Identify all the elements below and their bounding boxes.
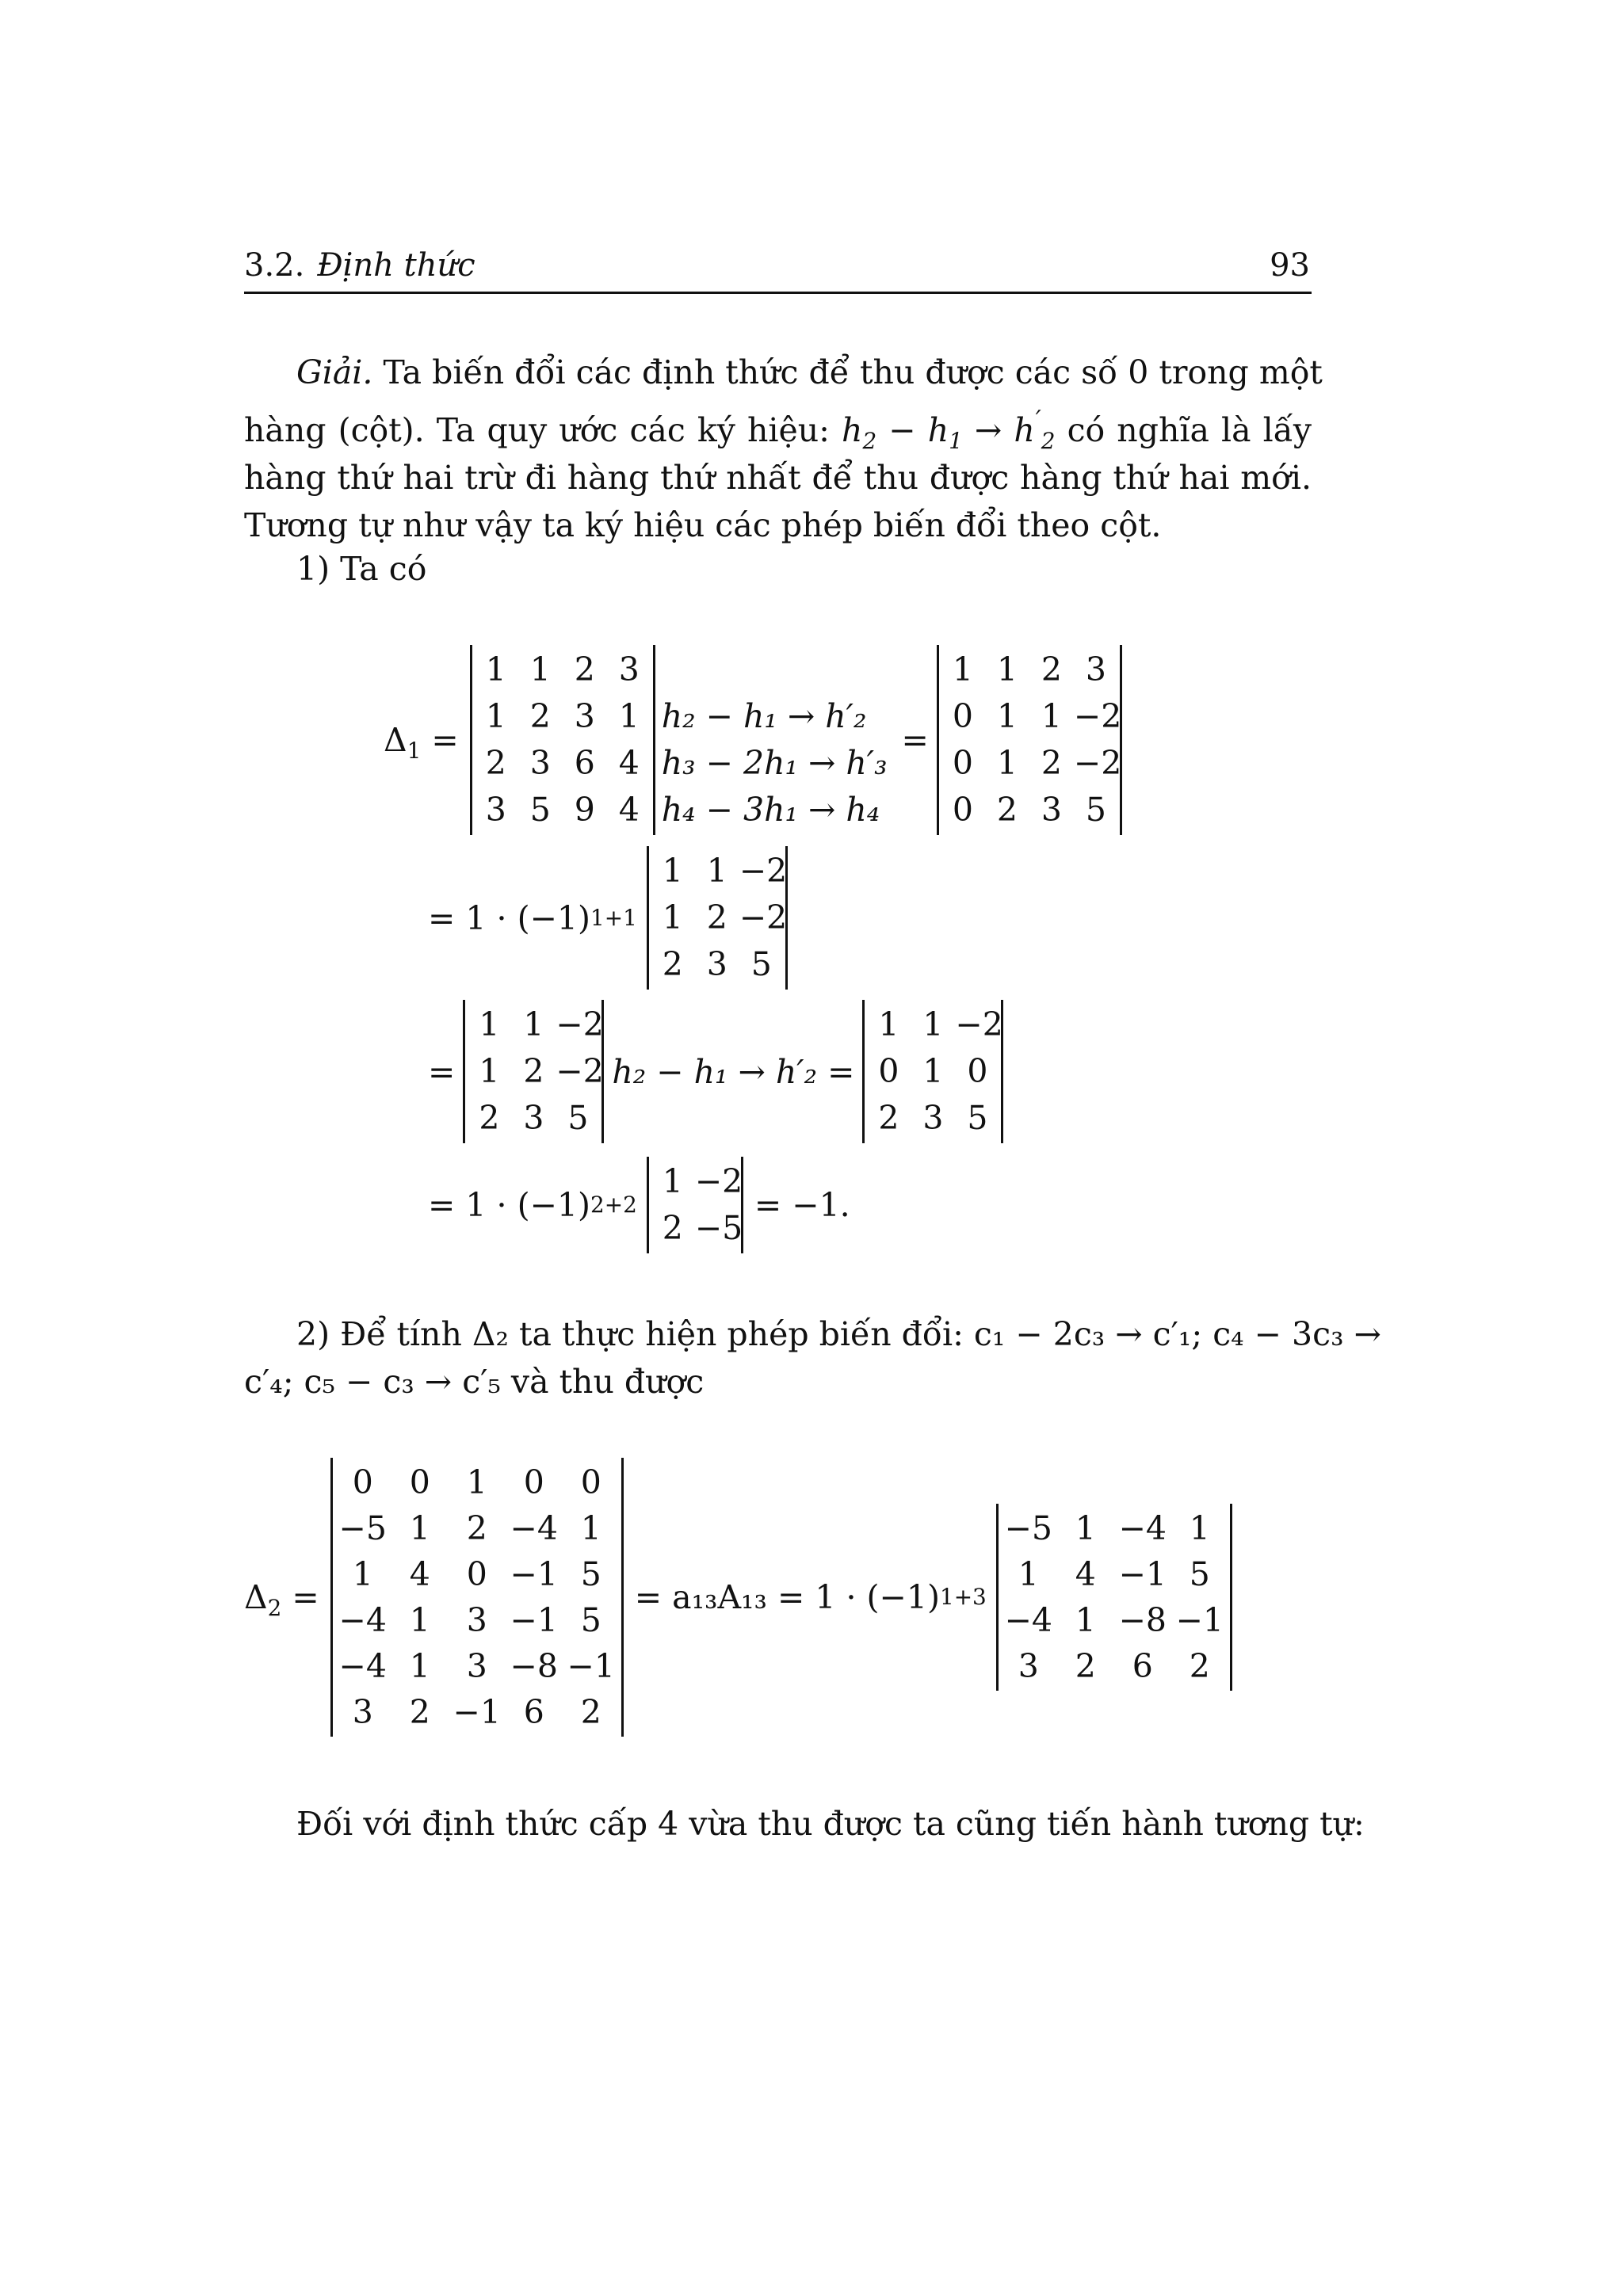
matrix-cell: 1 [580,1509,601,1547]
closing-sentence: Đối với định thức cấp 4 vừa thu được ta cũng tiến hành tương tự: [296,1805,1365,1843]
matrix-cell: 3 [618,650,640,688]
minor-matrix-1 [647,846,788,990]
matrix-cell: −1 [510,1601,558,1639]
header-rule [244,292,1312,294]
matrix-cell: 4 [618,791,640,829]
matrix-cell: 3 [1085,650,1106,688]
matrix-cell: 2 [529,697,551,735]
matrix-cell: 3 [574,697,595,735]
row-operation: h₂ − h₁ → h′₂ [661,697,867,735]
matrix-cell: 0 [952,744,973,782]
matrix-cell: 0 [466,1555,487,1593]
section-number: 3.2. [244,247,305,284]
matrix-cell: 6 [1132,1647,1153,1685]
page-number: 93 [1270,247,1310,284]
expansion-step-2: = 1 · (−1) 2+2 1 −2 2 −5 = −1. [428,1157,850,1253]
matrix-cell: 0 [409,1463,430,1501]
matrix-cell: −1 [453,1693,501,1731]
matrix-cell: 1 [529,650,551,688]
matrix-cell: 5 [580,1601,601,1639]
row-operation: h₃ − 2h₁ → h′₃ [661,744,888,782]
matrix-cell: 1 [479,1052,500,1090]
matrix-cell: 4 [1075,1555,1096,1593]
matrix-cell: 5 [1189,1555,1210,1593]
matrix-cell: 1 [1018,1555,1039,1593]
matrix-cell: −1 [510,1555,558,1593]
matrix-cell: 1 [662,1162,683,1200]
matrix-cell: 5 [567,1099,589,1137]
row-operation: h₄ − 3h₁ → h₄ [661,791,880,829]
matrix-cell: −2 [739,852,788,890]
delta2-equation: $\Delta_2$ = 0 0 1 0 0 −5 1 2 −4 1 1 4 0 −1 5 −4 1 3 −1 5 −4 1 3 −8 −1 3 2 −1 6 2 = a₁₃A₁₃ = 1 · (−1) 1+3 −5 1 −4 1 1 4 −1 5 −4 1 −8 −1 3 2 6 2 [244,1458,1232,1737]
expansion-step-1: = 1 · (−1) 1+1 1 1 −2 1 2 −2 2 3 5 [428,846,788,990]
matrix-cell: 2 [1041,650,1062,688]
matrix-cell: 1 [1041,697,1062,735]
matrix-cell: 1 [996,697,1018,735]
matrix-cell: 2 [662,1209,683,1247]
delta2-matrix [330,1458,624,1737]
matrix-cell: 1 [1075,1509,1096,1547]
matrix-cell: 3 [706,945,727,983]
matrix-cell: −2 [1073,744,1122,782]
part2-line-1: 2) Để tính Δ₂ ta thực hiện phép biến đổi: c₁ − 2c₃ → c′₁; c₄ − 3c₃ → [296,1315,1381,1353]
delta2-symbol: $\Delta_2$ = [244,1578,319,1622]
matrix-cell: −2 [739,898,788,936]
intro-line-3: hàng thứ hai trừ đi hàng thứ nhất để thu được hàng thứ hai mới. [244,458,1312,497]
matrix-cell: 0 [952,697,973,735]
matrix-cell: 3 [1018,1647,1039,1685]
expansion-prefix-2: = 1 · (−1) [428,1186,590,1224]
minor-matrix-2 [463,1000,604,1143]
matrix-cell: 1 [618,697,640,735]
matrix-cell: 3 [466,1647,487,1685]
matrix-cell: 5 [750,945,772,983]
matrix-cell: 1 [706,852,727,890]
matrix-cell: 1 [485,650,506,688]
matrix-cell: −2 [955,1005,1003,1043]
matrix-cell: 4 [409,1555,430,1593]
matrix-cell: 5 [529,791,551,829]
matrix-cell: −2 [556,1052,604,1090]
matrix-cell: 3 [466,1601,487,1639]
matrix-cell: 2 [485,744,506,782]
cofactor-expansion: = a₁₃A₁₃ = 1 · (−1) [634,1578,940,1616]
matrix-cell: 3 [922,1099,944,1137]
notation-example: $h_2 - h_1 \to h'_2$ [842,406,1056,455]
matrix-cell: 6 [523,1693,544,1731]
part2-paragraph [244,1310,1381,1405]
row-reduction-step [428,1000,1003,1143]
matrix-cell: 1 [409,1601,430,1639]
running-header [244,247,475,284]
matrix-cell: 2 [1075,1647,1096,1685]
matrix-cell: 3 [352,1693,373,1731]
matrix-cell: 2 [409,1693,430,1731]
matrix-cell: 1 [485,697,506,735]
matrix-cell: 5 [580,1555,601,1593]
matrix-cell: −1 [1118,1555,1167,1593]
matrix-cell: −1 [567,1647,615,1685]
matrix-cell: 0 [967,1052,988,1090]
matrix-cell: −4 [338,1601,387,1639]
matrix-cell: 2 [996,791,1018,829]
matrix-cell: −1 [1175,1601,1224,1639]
matrix-cell: 4 [618,744,640,782]
matrix-cell: 2 [479,1099,500,1137]
matrix-cell: 1 [662,852,683,890]
matrix-cell: −4 [1118,1509,1167,1547]
matrix-cell: −4 [1004,1601,1053,1639]
matrix-cell: 2 [662,945,683,983]
matrix-cell: −4 [510,1509,558,1547]
matrix-cell: 2 [580,1693,601,1731]
matrix-cell: 1 [952,650,973,688]
matrix-cell: 0 [878,1052,899,1090]
matrix-cell: 1 [409,1509,430,1547]
matrix-cell: −2 [694,1162,743,1200]
reduced-matrix [862,1000,1003,1143]
matrix-cell: −4 [338,1647,387,1685]
delta1-row-operations [655,646,894,833]
matrix-cell: 2 [523,1052,544,1090]
part1-label: 1) Ta có [296,550,427,588]
row-operation-spacer [655,646,894,693]
matrix-cell: −5 [694,1209,743,1247]
matrix-cell: −8 [510,1647,558,1685]
intro-line-1: Ta biến đổi các định thức để thu được các số 0 trong một [383,353,1323,391]
matrix-cell: 2 [574,650,595,688]
intro-paragraph [244,349,1323,549]
matrix-cell: 2 [1041,744,1062,782]
matrix-cell: 5 [967,1099,988,1137]
delta1-matrix [470,645,655,835]
matrix-cell: 1 [996,650,1018,688]
delta2-minor-matrix [996,1504,1232,1691]
matrix-cell: 1 [466,1463,487,1501]
matrix-cell: 2 [878,1099,899,1137]
solution-label: Giải. [296,353,373,391]
matrix-cell: 1 [996,744,1018,782]
part2-line-2: c′₄; c₅ − c₃ → c′₅ và thu được [244,1363,705,1401]
intro-line-2: hàng (cột). Ta quy ước các ký hiệu: [244,410,830,449]
matrix-cell: 2 [706,898,727,936]
matrix-cell: −5 [338,1509,387,1547]
matrix-cell: 3 [485,791,506,829]
matrix-cell: 1 [922,1052,944,1090]
matrix-cell: 1 [922,1005,944,1043]
equals-sign: = [901,721,929,759]
final-result: = −1. [754,1186,850,1224]
matrix-cell: 6 [574,744,595,782]
matrix-cell: 1 [878,1005,899,1043]
matrix-cell: 0 [580,1463,601,1501]
matrix-cell: −5 [1004,1509,1053,1547]
matrix-cell: 3 [523,1099,544,1137]
matrix-cell: 1 [409,1647,430,1685]
matrix-cell: 1 [523,1005,544,1043]
matrix-cell: 1 [1189,1509,1210,1547]
row-operation-label: h₂ − h₁ → h′₂ = [612,1052,855,1091]
delta1-symbol: $\Delta_1$ = [384,721,459,765]
matrix-cell: 5 [1085,791,1106,829]
matrix-cell: 1 [352,1555,373,1593]
intro-line-4: Tương tự như vậy ta ký hiệu các phép biến đổi theo cột. [244,505,1162,544]
section-title: Định thức [317,247,475,284]
delta1-result-matrix [937,645,1122,835]
matrix-cell: 3 [1041,791,1062,829]
equals-sign-2: = [428,1052,456,1091]
delta1-equation [384,645,1122,835]
expansion-prefix-1: = 1 · (−1) [428,898,590,937]
matrix-cell: −2 [556,1005,604,1043]
matrix-cell: 0 [523,1463,544,1501]
minor-matrix-3 [647,1157,743,1253]
matrix-cell: 0 [352,1463,373,1501]
matrix-cell: 9 [574,791,595,829]
matrix-cell: 1 [662,898,683,936]
matrix-cell: −8 [1118,1601,1167,1639]
matrix-cell: 1 [1075,1601,1096,1639]
matrix-cell: 0 [952,791,973,829]
matrix-cell: 2 [1189,1647,1210,1685]
matrix-cell: −2 [1073,697,1122,735]
intro-line-2b: có nghĩa là lấy [1067,410,1312,449]
matrix-cell: 1 [479,1005,500,1043]
matrix-cell: 2 [466,1509,487,1547]
matrix-cell: 3 [529,744,551,782]
